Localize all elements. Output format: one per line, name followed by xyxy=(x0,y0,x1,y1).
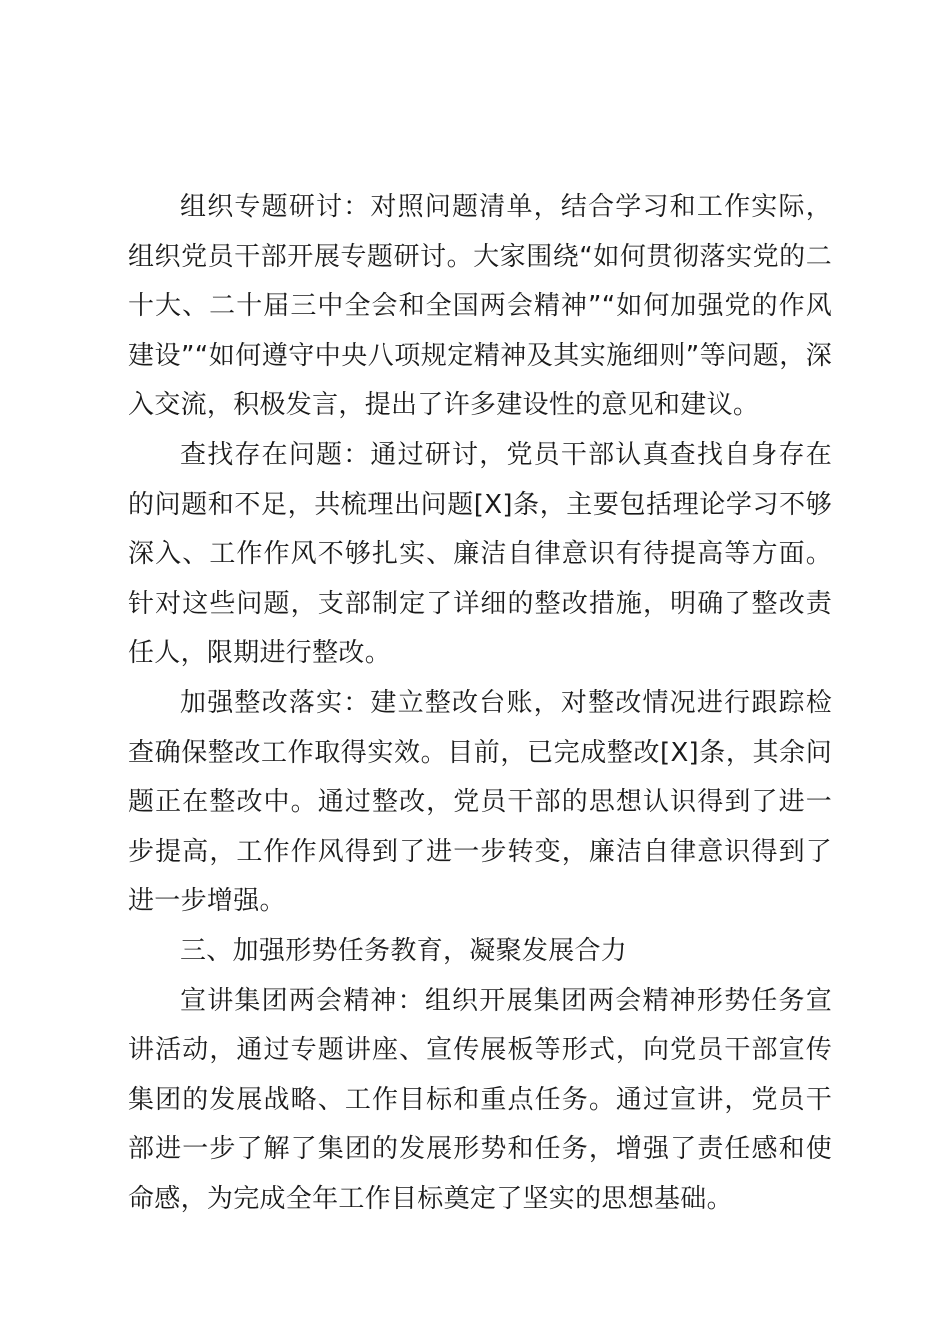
paragraph-find-problems: 查找存在问题：通过研讨，党员干部认真查找自身存在的问题和不足，共梳理出问题[X]条，主要包括理论学习不够深入、工作作风不够扎实、廉洁自律意识有待提高等方面。针对这些问题，支部制定了详细的整改措施，明确了整改责任人，限期进行整改。 xyxy=(128,439,832,669)
section-heading: 三、加强形势任务教育，凝聚发展合力 xyxy=(180,935,628,966)
document-body xyxy=(128,183,832,1224)
paragraph-propaganda: 宣讲集团两会精神：组织开展集团两会精神形势任务宣讲活动，通过专题讲座、宣传展板等形式，向党员干部宣传集团的发展战略、工作目标和重点任务。通过宣讲，党员干部进一步了解了集团的发展形势和任务，增强了责任感和使命感，为完成全年工作目标奠定了坚实的思想基础。 xyxy=(128,985,832,1214)
paragraph-seminar: 组织专题研讨：对照问题清单，结合学习和工作实际，组织党员干部开展专题研讨。大家围绕“如何贯彻落实党的二十大、二十届三中全会和全国两会精神”“如何加强党的作风建设”“如何遵守中央八项规定精神及其实施细则”等问题，深入交流，积极发言，提出了许多建设性的意见和建议。 xyxy=(128,192,832,421)
paragraph-rectification: 加强整改落实：建立整改台账，对整改情况进行跟踪检查确保整改工作取得实效。目前，已完成整改[X]条，其余问题正在整改中。通过整改，党员干部的思想认识得到了进一步提高，工作作风得到了进一步转变，廉洁自律意识得到了进一步增强。 xyxy=(128,687,832,917)
